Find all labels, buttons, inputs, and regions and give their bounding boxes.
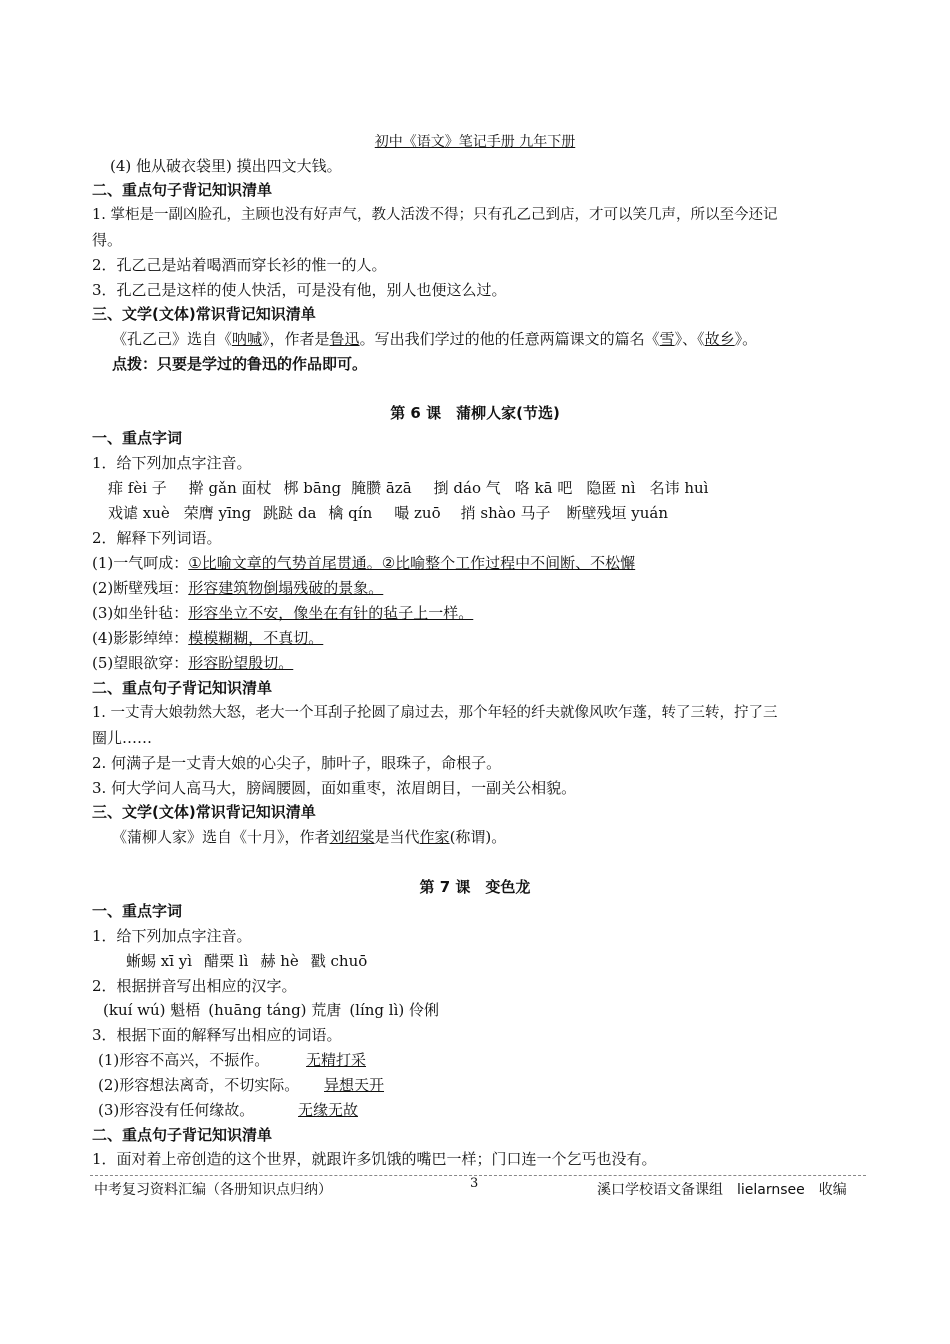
text: 》、《 [674, 330, 705, 348]
section-heading: 一、重点字词 [92, 902, 183, 920]
answer-row [98, 1074, 384, 1096]
section-heading: 一、重点字词 [92, 429, 183, 447]
definition: 形容建筑物倒塌残破的景象。 [188, 579, 384, 597]
term: (2)断壁残垣： [92, 579, 189, 597]
text: (称谓)。 [449, 828, 507, 846]
section-heading: 三、文学(文体)常识背记知识清单 [92, 803, 316, 821]
pinyin-item: 荣膺 yīng [183, 504, 252, 522]
answer: 作家 [419, 828, 450, 846]
text: 是当代 [374, 828, 420, 846]
pinyin-item: 痱 fèi 子 [108, 479, 167, 497]
sentence-1: 1. 掌柜是一副凶脸孔，主顾也没有好声气，教人活泼不得；只有孔乙己到店，才可以笑几声，所以至今还记 [92, 207, 778, 223]
question: 1．给下列加点字注音。 [92, 927, 252, 945]
pinyin-row [126, 950, 367, 972]
definition-row [92, 577, 383, 599]
prompt: (1)形容不高兴，不振作。 [98, 1051, 270, 1069]
answer-row [98, 1049, 366, 1071]
pinyin-item: 腌臜 āzā [351, 479, 412, 497]
question: 2．解释下列词语。 [92, 529, 222, 547]
definition-row [92, 602, 473, 624]
sentence-1-cont: 圈儿…… [92, 729, 153, 747]
page-number: 3 [470, 1176, 479, 1191]
answer: 无精打采 [306, 1051, 367, 1069]
pinyin-row [108, 477, 708, 499]
lesson-title: 第 6 课 蒲柳人家(节选) [390, 404, 560, 422]
pinyin-row [103, 999, 439, 1021]
sentence-2: 2．孔乙己是站着喝酒而穿长衫的惟一的人。 [92, 256, 387, 274]
definition: ①比喻文章的气势首尾贯通。②比喻整个工作过程中不间断、不松懈 [188, 554, 636, 572]
answer: 刘绍棠 [329, 828, 375, 846]
pinyin-item: 擀 gǎn 面杖 [188, 479, 272, 497]
term: (3)如坐针毡： [92, 604, 189, 622]
sentence-2: 2. 何满子是一丈青大娘的心尖子，肺叶子，眼珠子，命根子。 [92, 754, 502, 772]
answer: 雪 [659, 330, 675, 348]
question: 2．根据拼音写出相应的汉字。 [92, 977, 297, 995]
pinyin-item: 跳跶 da [263, 504, 317, 522]
answer: 异想天开 [324, 1076, 385, 1094]
text: 《蒲柳人家》选自《十月》，作者 [112, 828, 330, 846]
pinyin-item: 名讳 huì [649, 479, 709, 497]
definition-row [92, 552, 635, 574]
pinyin-item: 戏谑 xuè [108, 504, 170, 522]
question: 3．根据下面的解释写出相应的词语。 [92, 1026, 342, 1044]
answer: 故乡 [704, 330, 735, 348]
term: (5)望眼欲穿： [92, 654, 189, 672]
footer-left: 中考复习资料汇编（各册知识点归纳） [94, 1182, 332, 1198]
question: 1．给下列加点字注音。 [92, 454, 252, 472]
text: 》。 [734, 330, 758, 348]
section-heading: 二、重点句子背记知识清单 [92, 181, 273, 199]
definition: 形容盼望殷切。 [188, 654, 294, 672]
section-heading: 三、文学(文体)常识背记知识清单 [92, 305, 316, 323]
definition-row [92, 652, 293, 674]
pinyin-item: 醋栗 lì [204, 952, 249, 970]
pinyin-item: (huāng táng) 荒唐 [208, 1001, 342, 1019]
sentence-1-cont: 得。 [92, 231, 123, 249]
sentence-3: 3. 何大学问人高马大，膀阔腰圆，面如重枣，浓眉朗目，一副关公相貌。 [92, 779, 577, 797]
text: 。写出我们学过的他的任意两篇课文的篇名《 [359, 330, 660, 348]
answer: 呐喊 [232, 330, 263, 348]
sentence-1: 1. 一丈青大娘勃然大怒，老大一个耳刮子抡圆了扇过去，那个年轻的纤夫就像风吹乍蓬，转了三转，拧了三 [92, 705, 778, 721]
sentence-3: 3．孔乙己是这样的使人快活，可是没有他，别人也便这么过。 [92, 281, 507, 299]
literature-line [112, 328, 757, 350]
pinyin-item: 断壁残垣 yuán [566, 504, 669, 522]
term: (4)影影绰绰： [92, 629, 189, 647]
definition-row [92, 627, 323, 649]
text: 》，作者是 [262, 330, 330, 348]
answer-row [98, 1099, 358, 1121]
pinyin-item: 嘬 zuō [394, 504, 441, 522]
lesson-title: 第 7 课 变色龙 [419, 878, 531, 896]
sentence-1: 1．面对着上帝创造的这个世界，就跟许多饥饿的嘴巴一样；门口连一个乞丐也没有。 [92, 1150, 657, 1168]
pinyin-item: 捎 shào 马子 [460, 504, 551, 522]
pinyin-item: 隐匿 nì [586, 479, 636, 497]
section-heading: 二、重点句子背记知识清单 [92, 1126, 273, 1144]
pinyin-item: 梆 bāng [283, 479, 342, 497]
answer: 无缘无故 [298, 1101, 359, 1119]
page-header: 初中《语文》笔记手册 九年下册 [374, 134, 576, 150]
pinyin-item: 咯 kā 吧 [514, 479, 573, 497]
pinyin-item: 檎 qín [328, 504, 373, 522]
prompt: (2)形容想法离奇，不切实际。 [98, 1076, 300, 1094]
term: (1)一气呵成： [92, 554, 189, 572]
footer-right: 溪口学校语文备课组 lielarnsee 收编 [597, 1182, 847, 1198]
section-heading: 二、重点句子背记知识清单 [92, 679, 273, 697]
definition: 模模糊糊，不真切。 [188, 629, 324, 647]
tip: 点拨：只要是学过的鲁迅的作品即可。 [112, 355, 368, 373]
text: 《孔乙己》选自《 [112, 330, 233, 348]
answer: 鲁迅 [329, 330, 360, 348]
pinyin-item: 捯 dáo 气 [433, 479, 501, 497]
pinyin-item: (líng lì) 伶俐 [349, 1001, 440, 1019]
literature-line [112, 826, 506, 848]
pinyin-row [108, 502, 668, 524]
definition: 形容坐立不安，像坐在有针的毡子上一样。 [188, 604, 474, 622]
prompt: (3)形容没有任何缘故。 [98, 1101, 255, 1119]
pinyin-item: 蜥蜴 xī yì [126, 952, 193, 970]
pinyin-item: 戳 chuō [310, 952, 368, 970]
pinyin-item: (kuí wú) 魁梧 [103, 1001, 201, 1019]
pinyin-item: 赫 hè [260, 952, 299, 970]
item-4: (4) 他从破衣袋里) 摸出四文大钱。 [110, 157, 342, 175]
